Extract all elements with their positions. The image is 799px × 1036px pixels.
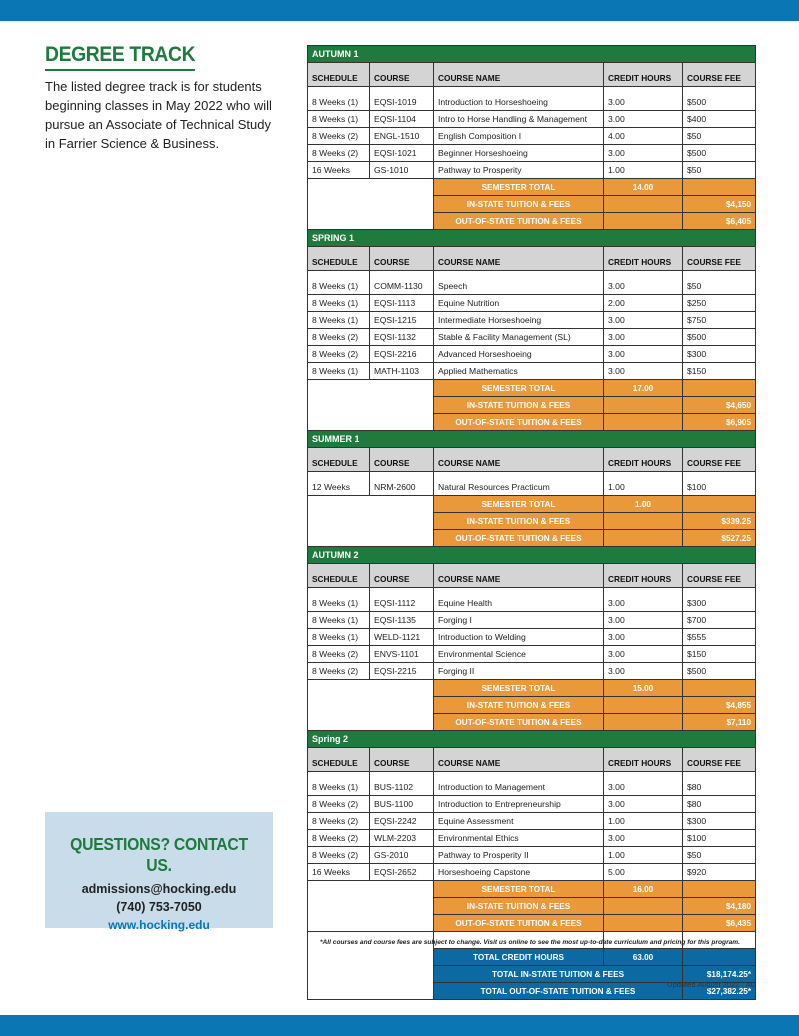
course-code-cell: EQSI-1019 xyxy=(370,87,434,111)
table-row xyxy=(308,796,756,813)
column-header-schedule: SCHEDULE xyxy=(308,247,370,271)
course-fee-cell: $920 xyxy=(683,864,756,881)
column-header-row xyxy=(308,247,756,271)
course-name-cell: English Composition I xyxy=(434,128,604,145)
course-code-cell: EQSI-1135 xyxy=(370,612,434,629)
degree-track-table xyxy=(307,45,756,1000)
column-header-credit-hours: CREDIT HOURS xyxy=(604,247,683,271)
course-fee-cell: $50 xyxy=(683,162,756,179)
in-state-value: $4,650 xyxy=(683,397,756,414)
course-name-cell: Beginner Horseshoeing xyxy=(434,145,604,162)
course-fee-cell: $750 xyxy=(683,312,756,329)
total-in-state-value: $18,174.25* xyxy=(683,966,756,983)
course-name-cell: Applied Mathematics xyxy=(434,363,604,380)
course-fee-cell: $300 xyxy=(683,588,756,612)
column-header-course-name: COURSE NAME xyxy=(434,63,604,87)
footnote: *All courses and course fees are subject to change. Visit us online to see the most up-to-date curriculum and pricing for this program. xyxy=(319,939,740,946)
table-row xyxy=(308,363,756,380)
course-fee-cell: $300 xyxy=(683,813,756,830)
course-name-cell: Equine Assessment xyxy=(434,813,604,830)
schedule-cell: 8 Weeks (1) xyxy=(308,295,370,312)
course-fee-cell: $150 xyxy=(683,363,756,380)
course-fee-cell: $400 xyxy=(683,111,756,128)
blank-cell xyxy=(308,496,434,547)
column-header-course-name: COURSE NAME xyxy=(434,748,604,772)
semester-total-value: 15.00 xyxy=(604,680,683,697)
table-row xyxy=(308,271,756,295)
table-row xyxy=(308,629,756,646)
table-row xyxy=(308,128,756,145)
credit-hours-cell: 3.00 xyxy=(604,145,683,162)
term-name: AUTUMN 2 xyxy=(308,547,756,564)
course-code-cell: MATH-1103 xyxy=(370,363,434,380)
credit-hours-cell: 1.00 xyxy=(604,813,683,830)
course-name-cell: Forging I xyxy=(434,612,604,629)
table-row xyxy=(308,663,756,680)
column-header-row xyxy=(308,448,756,472)
table-row xyxy=(308,295,756,312)
column-header-credit-hours: CREDIT HOURS xyxy=(604,564,683,588)
course-code-cell: EQSI-1132 xyxy=(370,329,434,346)
total-out-state-value: $27,382.25* xyxy=(683,983,756,1000)
schedule-cell: 8 Weeks (2) xyxy=(308,329,370,346)
course-fee-cell: $500 xyxy=(683,329,756,346)
schedule-cell: 8 Weeks (2) xyxy=(308,847,370,864)
course-fee-cell: $50 xyxy=(683,847,756,864)
course-code-cell: BUS-1100 xyxy=(370,796,434,813)
course-name-cell: Introduction to Entrepreneurship xyxy=(434,796,604,813)
column-header-course-fee: COURSE FEE xyxy=(683,564,756,588)
course-code-cell: GS-2010 xyxy=(370,847,434,864)
schedule-cell: 8 Weeks (2) xyxy=(308,796,370,813)
course-code-cell: EQSI-2242 xyxy=(370,813,434,830)
schedule-cell: 8 Weeks (2) xyxy=(308,128,370,145)
course-fee-cell: $80 xyxy=(683,772,756,796)
schedule-cell: 8 Weeks (1) xyxy=(308,87,370,111)
term-header-row xyxy=(308,230,756,247)
in-state-credit-blank xyxy=(604,397,683,414)
course-name-cell: Environmental Ethics xyxy=(434,830,604,847)
in-state-value: $4,180 xyxy=(683,898,756,915)
out-state-label: OUT-OF-STATE TUITION & FEES xyxy=(434,213,604,230)
term-header-row xyxy=(308,731,756,748)
semester-total-label: SEMESTER TOTAL xyxy=(434,496,604,513)
total-credit-value: 63.00 xyxy=(604,949,683,966)
term-header-row xyxy=(308,431,756,448)
column-header-schedule: SCHEDULE xyxy=(308,748,370,772)
out-state-credit-blank xyxy=(604,213,683,230)
contact-title: QUESTIONS? CONTACT US. xyxy=(70,834,248,875)
course-name-cell: Pathway to Prosperity II xyxy=(434,847,604,864)
credit-hours-cell: 3.00 xyxy=(604,646,683,663)
term-name: SUMMER 1 xyxy=(308,431,756,448)
column-header-course-fee: COURSE FEE xyxy=(683,247,756,271)
table-row xyxy=(308,111,756,128)
schedule-cell: 8 Weeks (1) xyxy=(308,772,370,796)
credit-hours-cell: 3.00 xyxy=(604,312,683,329)
course-code-cell: EQSI-2215 xyxy=(370,663,434,680)
blank-cell xyxy=(308,380,434,431)
table-row xyxy=(308,847,756,864)
table-row xyxy=(308,312,756,329)
course-code-cell: ENGL-1510 xyxy=(370,128,434,145)
out-state-value: $6,405 xyxy=(683,213,756,230)
total-credit-label: TOTAL CREDIT HOURS xyxy=(434,949,604,966)
schedule-cell: 8 Weeks (1) xyxy=(308,271,370,295)
contact-website-link[interactable]: www.hocking.edu xyxy=(108,918,210,932)
semester-total-label: SEMESTER TOTAL xyxy=(434,881,604,898)
course-name-cell: Environmental Science xyxy=(434,646,604,663)
course-name-cell: Pathway to Prosperity xyxy=(434,162,604,179)
semester-total-row xyxy=(308,680,756,697)
course-fee-cell: $50 xyxy=(683,128,756,145)
in-state-label: IN-STATE TUITION & FEES xyxy=(434,697,604,714)
table-row xyxy=(308,87,756,111)
semester-total-row xyxy=(308,380,756,397)
credit-hours-cell: 3.00 xyxy=(604,111,683,128)
credit-hours-cell: 5.00 xyxy=(604,864,683,881)
semester-total-label: SEMESTER TOTAL xyxy=(434,179,604,196)
table-row xyxy=(308,772,756,796)
table-row xyxy=(308,830,756,847)
credit-hours-cell: 3.00 xyxy=(604,612,683,629)
in-state-value: $4,855 xyxy=(683,697,756,714)
semester-total-value: 1.00 xyxy=(604,496,683,513)
column-header-course-fee: COURSE FEE xyxy=(683,63,756,87)
column-header-row xyxy=(308,748,756,772)
course-fee-cell: $500 xyxy=(683,663,756,680)
course-fee-cell: $555 xyxy=(683,629,756,646)
course-name-cell: Natural Resources Practicum xyxy=(434,472,604,496)
column-header-row xyxy=(308,564,756,588)
column-header-credit-hours: CREDIT HOURS xyxy=(604,448,683,472)
course-code-cell: EQSI-2652 xyxy=(370,864,434,881)
credit-hours-cell: 3.00 xyxy=(604,663,683,680)
column-header-row xyxy=(308,63,756,87)
credit-hours-cell: 1.00 xyxy=(604,847,683,864)
semester-total-fee-blank xyxy=(683,380,756,397)
in-state-label: IN-STATE TUITION & FEES xyxy=(434,397,604,414)
course-code-cell: EQSI-1021 xyxy=(370,145,434,162)
table-row xyxy=(308,588,756,612)
column-header-schedule: SCHEDULE xyxy=(308,448,370,472)
schedule-cell: 8 Weeks (1) xyxy=(308,312,370,329)
column-header-course-code: COURSE xyxy=(370,247,434,271)
column-header-course-code: COURSE xyxy=(370,748,434,772)
course-fee-cell: $150 xyxy=(683,646,756,663)
schedule-cell: 8 Weeks (2) xyxy=(308,145,370,162)
in-state-credit-blank xyxy=(604,196,683,213)
course-code-cell: COMM-1130 xyxy=(370,271,434,295)
semester-total-fee-blank xyxy=(683,881,756,898)
course-code-cell: BUS-1102 xyxy=(370,772,434,796)
schedule-cell: 8 Weeks (1) xyxy=(308,629,370,646)
credit-hours-cell: 3.00 xyxy=(604,346,683,363)
schedule-cell: 8 Weeks (2) xyxy=(308,830,370,847)
out-state-label: OUT-OF-STATE TUITION & FEES xyxy=(434,714,604,731)
out-state-credit-blank xyxy=(604,915,683,932)
credit-hours-cell: 3.00 xyxy=(604,772,683,796)
credit-hours-cell: 3.00 xyxy=(604,629,683,646)
table-row xyxy=(308,329,756,346)
table-row xyxy=(308,346,756,363)
term-name: Spring 2 xyxy=(308,731,756,748)
schedule-cell: 8 Weeks (2) xyxy=(308,813,370,830)
out-state-value: $6,435 xyxy=(683,915,756,932)
in-state-label: IN-STATE TUITION & FEES xyxy=(434,898,604,915)
credit-hours-cell: 3.00 xyxy=(604,87,683,111)
in-state-credit-blank xyxy=(604,513,683,530)
schedule-cell: 8 Weeks (1) xyxy=(308,612,370,629)
course-name-cell: Introduction to Welding xyxy=(434,629,604,646)
table-row xyxy=(308,472,756,496)
column-header-course-name: COURSE NAME xyxy=(434,564,604,588)
updated-date: Updated August 2022 · AU xyxy=(667,980,756,989)
column-header-course-fee: COURSE FEE xyxy=(683,448,756,472)
course-fee-cell: $500 xyxy=(683,145,756,162)
term-name: SPRING 1 xyxy=(308,230,756,247)
credit-hours-cell: 3.00 xyxy=(604,271,683,295)
course-fee-cell: $100 xyxy=(683,472,756,496)
semester-total-fee-blank xyxy=(683,179,756,196)
schedule-cell: 12 Weeks xyxy=(308,472,370,496)
page-title: DEGREE TRACK xyxy=(45,43,195,71)
term-name: AUTUMN 1 xyxy=(308,46,756,63)
column-header-credit-hours: CREDIT HOURS xyxy=(604,63,683,87)
in-state-label: IN-STATE TUITION & FEES xyxy=(434,196,604,213)
out-state-label: OUT-OF-STATE TUITION & FEES xyxy=(434,915,604,932)
course-fee-cell: $700 xyxy=(683,612,756,629)
schedule-cell: 8 Weeks (1) xyxy=(308,111,370,128)
course-name-cell: Speech xyxy=(434,271,604,295)
semester-total-row xyxy=(308,496,756,513)
course-fee-cell: $50 xyxy=(683,271,756,295)
out-state-value: $7,110 xyxy=(683,714,756,731)
schedule-cell: 8 Weeks (1) xyxy=(308,588,370,612)
in-state-value: $339.25 xyxy=(683,513,756,530)
in-state-label: IN-STATE TUITION & FEES xyxy=(434,513,604,530)
term-header-row xyxy=(308,46,756,63)
semester-total-fee-blank xyxy=(683,496,756,513)
blank-cell xyxy=(308,680,434,731)
semester-total-fee-blank xyxy=(683,680,756,697)
course-fee-cell: $500 xyxy=(683,87,756,111)
course-name-cell: Stable & Facility Management (SL) xyxy=(434,329,604,346)
out-state-label: OUT-OF-STATE TUITION & FEES xyxy=(434,530,604,547)
out-state-label: OUT-OF-STATE TUITION & FEES xyxy=(434,414,604,431)
column-header-course-code: COURSE xyxy=(370,63,434,87)
course-code-cell: EQSI-1112 xyxy=(370,588,434,612)
semester-total-row xyxy=(308,179,756,196)
intro-paragraph: The listed degree track is for students beginning classes in May 2022 who will pursue an Associate of Technical Study in Farrier Science & Business. xyxy=(45,79,272,151)
course-name-cell: Intro to Horse Handling & Management xyxy=(434,111,604,128)
total-in-state-label: TOTAL IN-STATE TUITION & FEES xyxy=(434,966,683,983)
column-header-course-name: COURSE NAME xyxy=(434,247,604,271)
out-state-credit-blank xyxy=(604,714,683,731)
credit-hours-cell: 3.00 xyxy=(604,329,683,346)
credit-hours-cell: 3.00 xyxy=(604,830,683,847)
contact-phone[interactable]: (740) 753-7050 xyxy=(116,900,202,914)
course-name-cell: Equine Nutrition xyxy=(434,295,604,312)
table-row xyxy=(308,612,756,629)
blank-cell xyxy=(308,179,434,230)
course-fee-cell: $80 xyxy=(683,796,756,813)
course-code-cell: WLM-2203 xyxy=(370,830,434,847)
table-row xyxy=(308,646,756,663)
schedule-cell: 8 Weeks (2) xyxy=(308,646,370,663)
contact-email[interactable]: admissions@hocking.edu xyxy=(81,882,237,896)
out-state-credit-blank xyxy=(604,530,683,547)
column-header-course-fee: COURSE FEE xyxy=(683,748,756,772)
semester-total-label: SEMESTER TOTAL xyxy=(434,680,604,697)
out-state-value: $6,905 xyxy=(683,414,756,431)
course-fee-cell: $300 xyxy=(683,346,756,363)
total-out-state-label: TOTAL OUT-OF-STATE TUITION & FEES xyxy=(434,983,683,1000)
course-code-cell: EQSI-2216 xyxy=(370,346,434,363)
blank-cell xyxy=(308,881,434,932)
column-header-course-name: COURSE NAME xyxy=(434,448,604,472)
out-state-credit-blank xyxy=(604,414,683,431)
course-name-cell: Introduction to Management xyxy=(434,772,604,796)
schedule-cell: 16 Weeks xyxy=(308,162,370,179)
total-credit-fee-blank xyxy=(683,949,756,966)
course-code-cell: GS-1010 xyxy=(370,162,434,179)
column-header-course-code: COURSE xyxy=(370,448,434,472)
course-name-cell: Intermediate Horseshoeing xyxy=(434,312,604,329)
credit-hours-cell: 3.00 xyxy=(604,796,683,813)
in-state-value: $4,150 xyxy=(683,196,756,213)
schedule-cell: 8 Weeks (2) xyxy=(308,346,370,363)
contact-box xyxy=(45,812,273,932)
credit-hours-cell: 4.00 xyxy=(604,128,683,145)
bottom-banner xyxy=(0,1015,799,1036)
credit-hours-cell: 3.00 xyxy=(604,363,683,380)
column-header-schedule: SCHEDULE xyxy=(308,63,370,87)
column-header-schedule: SCHEDULE xyxy=(308,564,370,588)
course-name-cell: Horseshoeing Capstone xyxy=(434,864,604,881)
table-row xyxy=(308,813,756,830)
in-state-credit-blank xyxy=(604,898,683,915)
semester-total-value: 16.00 xyxy=(604,881,683,898)
schedule-cell: 8 Weeks (2) xyxy=(308,663,370,680)
course-code-cell: WELD-1121 xyxy=(370,629,434,646)
course-name-cell: Equine Health xyxy=(434,588,604,612)
credit-hours-cell: 1.00 xyxy=(604,162,683,179)
credit-hours-cell: 2.00 xyxy=(604,295,683,312)
semester-total-value: 14.00 xyxy=(604,179,683,196)
course-fee-cell: $100 xyxy=(683,830,756,847)
table-row xyxy=(308,145,756,162)
course-fee-cell: $250 xyxy=(683,295,756,312)
course-code-cell: ENVS-1101 xyxy=(370,646,434,663)
out-state-value: $527.25 xyxy=(683,530,756,547)
in-state-credit-blank xyxy=(604,697,683,714)
course-name-cell: Advanced Horseshoeing xyxy=(434,346,604,363)
course-code-cell: EQSI-1113 xyxy=(370,295,434,312)
course-code-cell: EQSI-1104 xyxy=(370,111,434,128)
degree-track-body xyxy=(308,46,756,1000)
term-header-row xyxy=(308,547,756,564)
schedule-cell: 16 Weeks xyxy=(308,864,370,881)
semester-total-value: 17.00 xyxy=(604,380,683,397)
course-name-cell: Forging II xyxy=(434,663,604,680)
course-code-cell: EQSI-1215 xyxy=(370,312,434,329)
course-name-cell: Introduction to Horseshoeing xyxy=(434,87,604,111)
semester-total-row xyxy=(308,881,756,898)
credit-hours-cell: 3.00 xyxy=(604,588,683,612)
column-header-course-code: COURSE xyxy=(370,564,434,588)
credit-hours-cell: 1.00 xyxy=(604,472,683,496)
table-row xyxy=(308,162,756,179)
table-row xyxy=(308,864,756,881)
schedule-cell: 8 Weeks (1) xyxy=(308,363,370,380)
course-code-cell: NRM-2600 xyxy=(370,472,434,496)
semester-total-label: SEMESTER TOTAL xyxy=(434,380,604,397)
top-banner xyxy=(0,0,799,21)
column-header-credit-hours: CREDIT HOURS xyxy=(604,748,683,772)
